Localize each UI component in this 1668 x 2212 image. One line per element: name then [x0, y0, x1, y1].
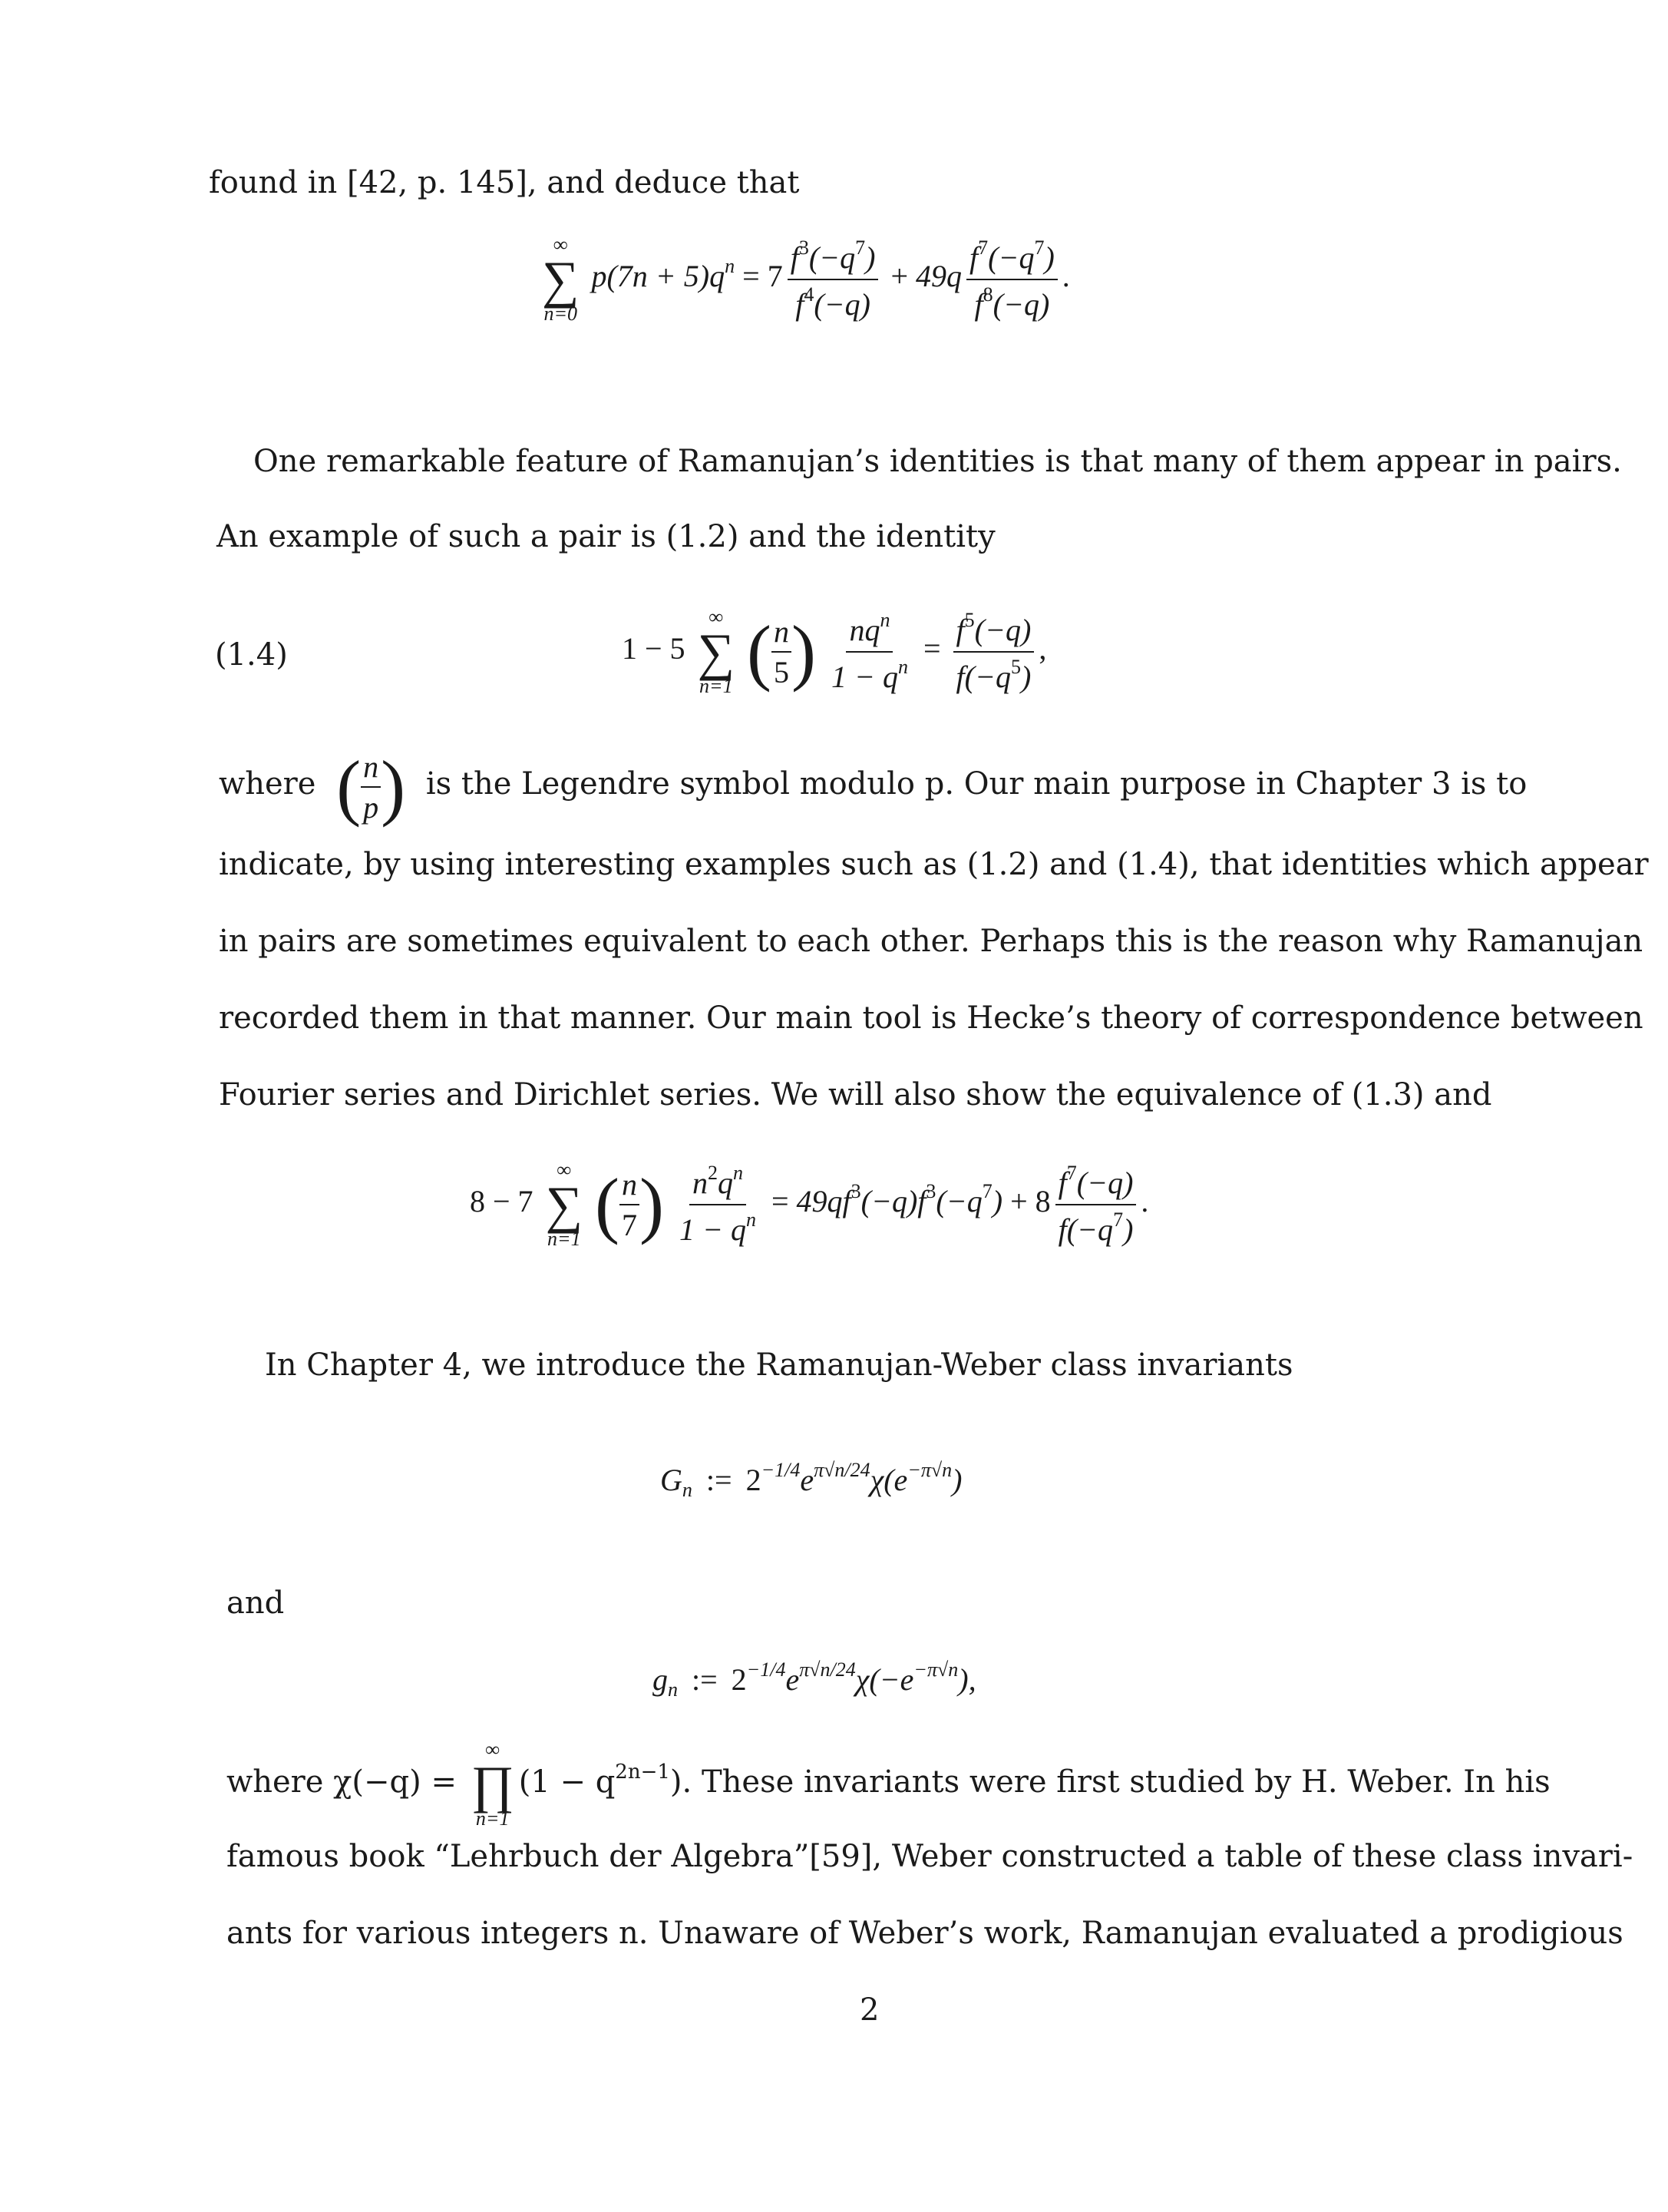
equation-g-n: $g_n$ := $2^{-1/4}e^{\pi√n/24}\chi(-e^{-\pi√n})$,: [652, 1658, 976, 1701]
paragraph-line: In Chapter 4, we introduce the Ramanujan-Weber class invariants: [265, 1347, 1293, 1383]
intro-line: found in [42, p. 145], and deduce that: [209, 165, 800, 200]
equation-label: (1.4): [215, 637, 288, 673]
sum-symbol: ∞ ∑ n=1: [697, 606, 735, 697]
paragraph-line: where χ(−q) = ∞ ∏ n=1 $(1 - q^{2n-1})$. These invariants were first studied by H. Weber. In his: [226, 1738, 1551, 1830]
equation-G-n: $G_n$ := $2^{-1/4}e^{\pi√n/24}\chi(e^{-\pi√n})$: [660, 1459, 963, 1501]
equation-1-4: 1 − 5 ∞ ∑ n=1 ( $\frac{n}{5}$ ) $\frac{nq^n}{1 - q^n}$ = $\frac{f^5(-q)}{f(-q^5)}$ ,: [622, 606, 1047, 697]
equation-p7n5: ∞ ∑ n=0 $p(7n + 5)q^n = 7$ $\frac{f^3(-q^7)}{f^4(-q)}$ + 49q $\frac{f^7(-q^7)}{f^8(-q)}$ .: [542, 233, 1070, 325]
paragraph-line: One remarkable feature of Ramanujan’s identities is that many of them appear in pairs.: [253, 444, 1622, 479]
paragraph-line: in pairs are sometimes equivalent to each other. Perhaps this is the reason why Ramanujan: [219, 924, 1643, 959]
sum-symbol: ∞ ∑ n=0: [542, 233, 580, 325]
paragraph-line: recorded them in that manner. Our main tool is Hecke’s theory of correspondence between: [219, 1000, 1643, 1036]
paragraph-line: indicate, by using interesting examples such as (1.2) and (1.4), that identities which appear: [219, 847, 1649, 882]
paragraph-line: Fourier series and Dirichlet series. We will also show the equivalence of (1.3) and: [219, 1077, 1492, 1113]
equation-mod-7: 8 − 7 ∞ ∑ n=1 ( $\frac{n}{7}$ ) $\frac{n^2q^n}{1 - q^n}$ = $49qf^3(-q)f^3(-q^7) + 8$ $\frac{f^7(-q)}{f(-q^7)}$ .: [470, 1159, 1149, 1250]
sum-symbol: ∞ ∑ n=1: [545, 1159, 583, 1250]
and-word: and: [226, 1585, 285, 1621]
paragraph-line: An example of such a pair is (1.2) and the identity: [216, 519, 996, 554]
page-number: 2: [860, 1992, 880, 2028]
paragraph-line: ants for various integers n. Unaware of Weber’s work, Ramanujan evaluated a prodigious: [226, 1916, 1623, 1951]
paragraph-line: famous book “Lehrbuch der Algebra”[59], Weber constructed a table of these class invari-: [226, 1839, 1633, 1874]
paragraph-line: where ( $\frac{n}{p}$ ) is the Legendre symbol modulo p. Our main purpose in Chapter 3 is to: [219, 746, 1528, 828]
product-symbol: ∞ ∏ n=1: [471, 1738, 514, 1830]
